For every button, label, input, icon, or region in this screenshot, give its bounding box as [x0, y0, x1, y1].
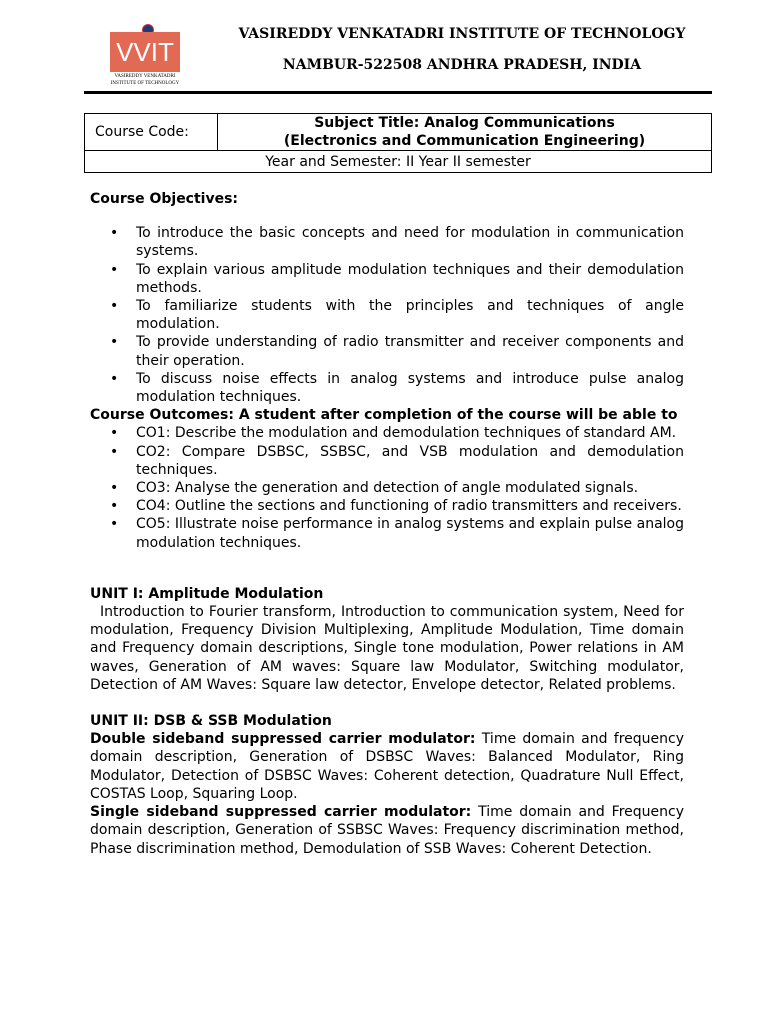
list-item: • To discuss noise effects in analog systems and introduce pulse analog modulation techniques. [136, 370, 684, 406]
institute-address: NAMBUR-522508 ANDHRA PRADESH, INDIA [282, 57, 642, 73]
unit1-body: Introduction to Fourier transform, Introduction to communication system, Need for modulation, Frequency Division Multiplexing, Amplitude Modulation, Time domain and Frequency domain descriptions, Single tone modulation, Power relations in AM waves, Generation of AM waves: Square law Modulator, Switching modulator, Detection of AM Waves: Square law detector, Envelope detector, Related problems. [90, 604, 684, 693]
list-item: • To familiarize students with the principles and techniques of angle modulation. [136, 297, 684, 333]
institute-name: VASIREDDY VENKATADRI INSTITUTE OF TECHNOLOGY [238, 26, 686, 42]
list-item: • To introduce the basic concepts and need for modulation in communication systems. [136, 224, 684, 260]
list-item: • CO1: Describe the modulation and demodulation techniques of standard AM. [136, 424, 684, 442]
list-item: • CO4: Outline the sections and functioning of radio transmitters and receivers. [136, 497, 684, 515]
list-item: • CO3: Analyse the generation and detection of angle modulated signals. [136, 479, 684, 497]
page-header [84, 18, 712, 94]
unit2-dsb-paragraph [90, 730, 684, 803]
department-name: (Electronics and Communication Engineering) [283, 133, 646, 149]
unit2-ssb-paragraph [90, 803, 684, 858]
logo-text: VVIT [110, 32, 180, 72]
logo-subtitle-line2: INSTITUTE OF TECHNOLOGY [110, 81, 180, 86]
list-item: • To provide understanding of radio transmitter and receiver components and their operation. [136, 333, 684, 369]
year-semester: Year and Semester: II Year II semester [85, 151, 712, 173]
unit2-heading: UNIT II: DSB & SSB Modulation [90, 713, 332, 730]
ssb-label: Single sideband suppressed carrier modulator: [90, 804, 472, 821]
subject-cell [218, 114, 712, 151]
objectives-heading: Course Objectives: [90, 191, 239, 207]
list-item: • CO2: Compare DSBSC, SSBSC, and VSB modulation and demodulation techniques. [136, 443, 684, 479]
ssb-body: Time domain and Frequency domain description, Generation of SSBSC Waves: Frequency discrimination method, Phase discrimination method, Demodulation of SSB Waves: Coherent Detection. [90, 804, 684, 857]
course-info-table [84, 113, 712, 173]
subject-title: Subject Title: Analog Communications [314, 115, 615, 131]
course-code-label: Course Code: [85, 114, 218, 151]
list-item: • CO5: Illustrate noise performance in analog systems and explain pulse analog modulation techniques. [136, 515, 684, 551]
syllabus-content [90, 190, 684, 858]
list-item: • To explain various amplitude modulation techniques and their demodulation methods. [136, 261, 684, 297]
outcomes-heading: Course Outcomes: A student after completion of the course will be able to [90, 407, 678, 424]
dsb-label: Double sideband suppressed carrier modulator: [90, 731, 476, 748]
objectives-list [90, 224, 684, 406]
header-divider [84, 91, 712, 94]
dsb-body: Time domain and frequency domain description, Generation of DSBSC Waves: Balanced Modulator, Ring Modulator, Detection of DSBSC Waves: Coherent detection, Quadrature Null Effect, COSTAS Loop, Squaring Loop. [90, 731, 684, 802]
logo-subtitle-line1: VASIREDDY VENKATADRI [114, 74, 176, 79]
institute-logo [110, 24, 182, 94]
unit1-heading: UNIT I: Amplitude Modulation [90, 585, 324, 602]
outcomes-list [90, 424, 684, 551]
